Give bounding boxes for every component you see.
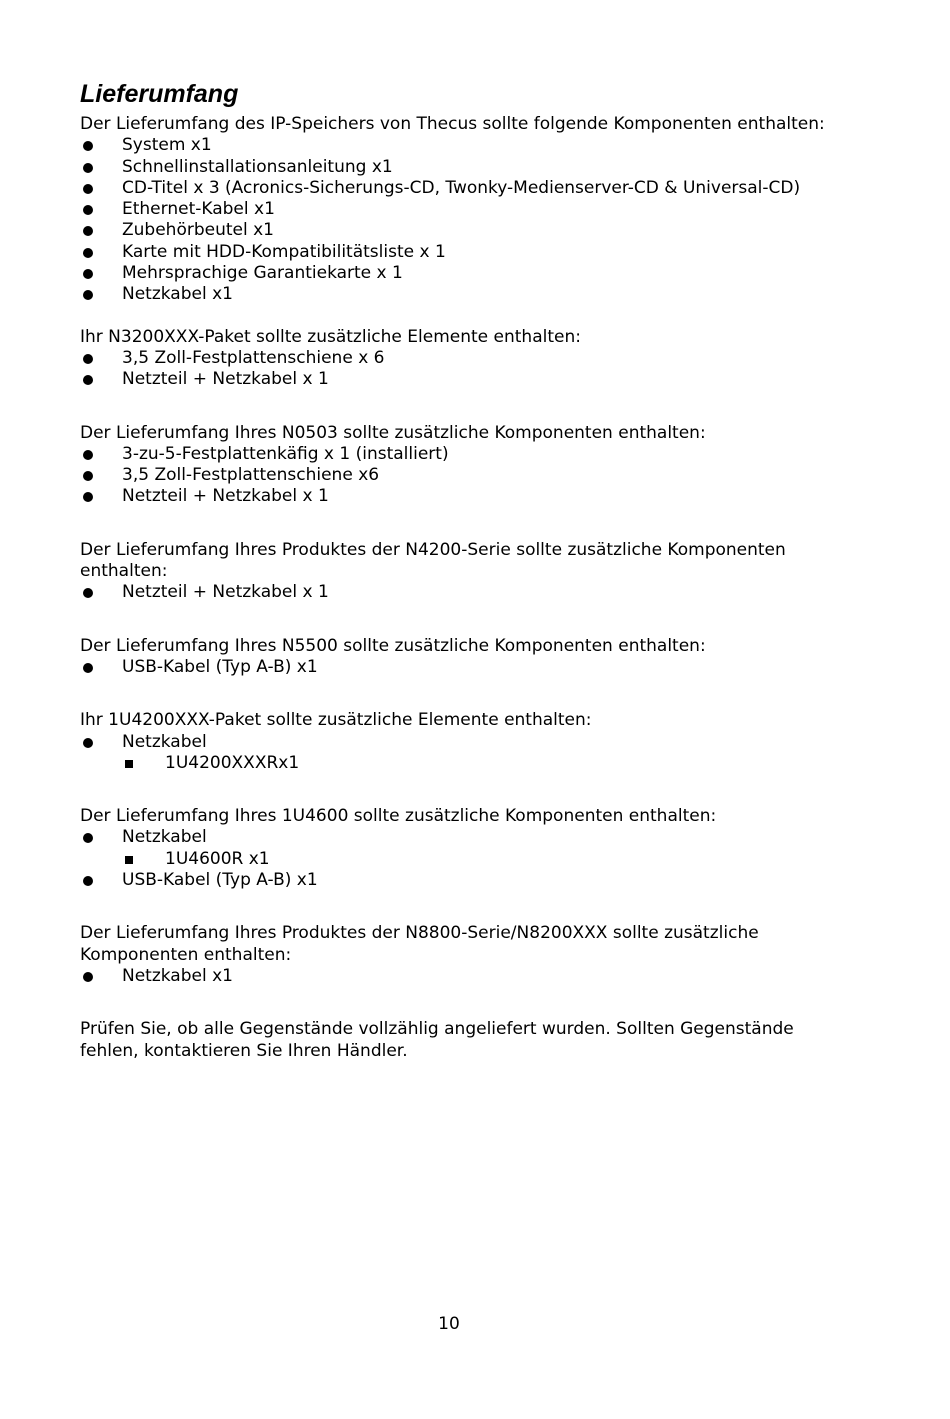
bullet-icon [83,588,93,598]
u4200-heading: Ihr 1U4200XXX-Paket sollte zusätzliche Elemente enthalten: [80,710,592,731]
n5500-heading: Der Lieferumfang Ihres N5500 sollte zusätzliche Komponenten enthalten: [80,635,706,656]
bullet-icon [83,290,93,300]
bullet-icon [83,492,93,502]
n0503-heading: Der Lieferumfang Ihres N0503 sollte zusätzliche Komponenten enthalten: [80,422,706,443]
bullet-icon [83,972,93,982]
section-title: Lieferumfang [80,80,239,108]
list-item: 3,5 Zoll-Festplattenschiene x6 [80,465,840,486]
bullet-icon [83,248,93,258]
u4600-list-2 [80,870,840,891]
bullet-icon [83,450,93,460]
list-item: Netzkabel x1 [80,284,840,305]
list-item: Ethernet-Kabel x1 [80,199,840,220]
list-item: Netzkabel [80,827,840,848]
n0503-list [80,444,840,508]
list-item: USB-Kabel (Typ A-B) x1 [80,657,840,678]
u4600-heading: Der Lieferumfang Ihres 1U4600 sollte zusätzliche Komponenten enthalten: [80,806,717,827]
n4200-heading: Der Lieferumfang Ihres Produktes der N4200-Serie sollte zusätzliche Komponenten enthalten: [80,539,786,582]
bullet-icon [83,833,93,843]
bullet-icon [83,226,93,236]
closing-paragraph: Prüfen Sie, ob alle Gegenstände vollzählig angeliefert wurden. Sollten Gegenstände fehlen, kontaktieren Sie Ihren Händler. [80,1019,794,1061]
bullet-icon [83,269,93,279]
bullet-icon [83,354,93,364]
n4200-list [80,582,840,603]
u4200-sublist [80,753,840,774]
sub-list-item: 1U4600R x1 [80,849,840,870]
bullet-icon [83,205,93,215]
sub-list-item: 1U4200XXXRx1 [80,753,840,774]
intro-paragraph: Der Lieferumfang des IP-Speichers von Thecus sollte folgende Komponenten enthalten: [80,114,825,134]
bullet-icon [83,471,93,481]
list-item: Netzkabel [80,732,840,753]
u4200-list [80,732,840,753]
list-item: System x1 [80,135,840,156]
u4600-sublist [80,849,840,870]
list-item: Netzteil + Netzkabel x 1 [80,582,840,603]
bullet-icon [83,375,93,385]
list-item: Karte mit HDD-Kompatibilitätsliste x 1 [80,242,840,263]
list-item: Netzkabel x1 [80,966,840,987]
n3200-heading: Ihr N3200XXX-Paket sollte zusätzliche Elemente enthalten: [80,326,581,347]
main-list [80,135,840,305]
bullet-icon [83,876,93,886]
n8800-list [80,966,840,987]
page-number: 10 [438,1314,460,1334]
list-item: 3,5 Zoll-Festplattenschiene x 6 [80,348,840,369]
n5500-list [80,657,840,678]
bullet-icon [83,141,93,151]
list-item: Netzteil + Netzkabel x 1 [80,369,840,390]
square-bullet-icon [125,760,133,768]
bullet-icon [83,663,93,673]
list-item: USB-Kabel (Typ A-B) x1 [80,870,840,891]
bullet-icon [83,163,93,173]
u4600-list [80,827,840,848]
bullet-icon [83,184,93,194]
list-item: Netzteil + Netzkabel x 1 [80,486,840,507]
n8800-heading: Der Lieferumfang Ihres Produktes der N8800-Serie/N8200XXX sollte zusätzliche Komponenten enthalten: [80,923,759,965]
list-item: Mehrsprachige Garantiekarte x 1 [80,263,840,284]
list-item: 3-zu-5-Festplattenkäfig x 1 (installiert) [80,444,840,465]
list-item: Zubehörbeutel x1 [80,220,840,241]
bullet-icon [83,738,93,748]
list-item: Schnellinstallationsanleitung x1 [80,157,840,178]
list-item: CD-Titel x 3 (Acronics-Sicherungs-CD, Twonky-Medienserver-CD & Universal-CD) [80,178,840,199]
content [80,114,840,1062]
n3200-list [80,348,840,391]
square-bullet-icon [125,856,133,864]
